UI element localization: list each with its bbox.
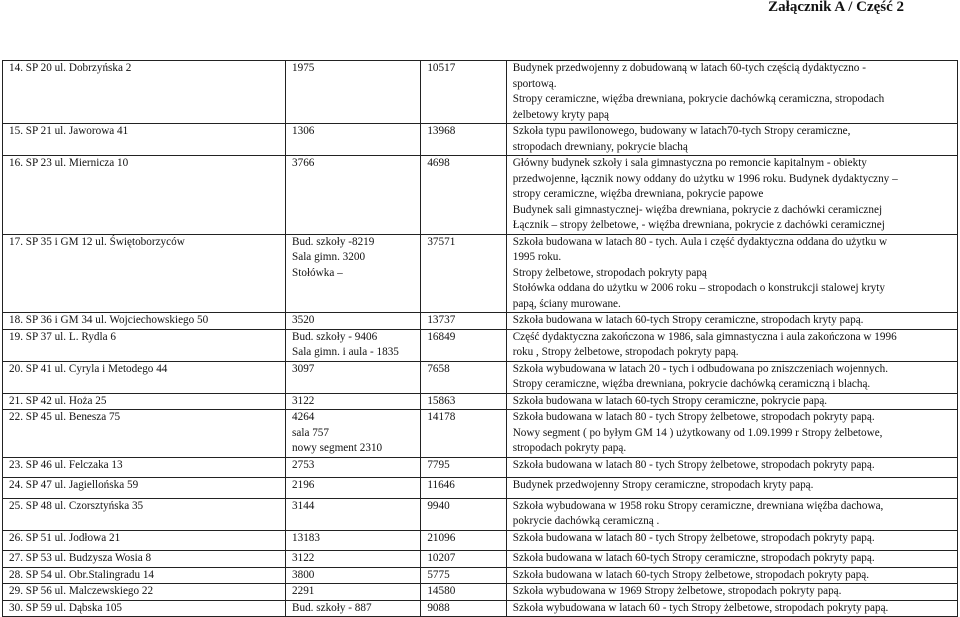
school-cell: 23. SP 46 ul. Felczaka 13	[3, 457, 286, 478]
area-cell: 2753	[286, 457, 421, 478]
school-cell: 17. SP 35 i GM 12 ul. Świętoborzyców	[3, 234, 286, 313]
school-cell: 24. SP 47 ul. Jagiellońska 59	[3, 478, 286, 499]
area-cell: 3766	[286, 156, 421, 235]
description-cell: Szkoła budowana w latach 60-tych Stropy ceramiczne, pokrycie papą.	[506, 393, 957, 410]
area-cell: 3800	[286, 567, 421, 584]
volume-cell: 15863	[421, 393, 506, 410]
table-row	[3, 410, 958, 458]
volume-cell: 13968	[421, 124, 506, 156]
description-cell: Szkoła budowana w latach 80 - tych Stropy żelbetowe, stropodach pokryty papą.	[506, 457, 957, 478]
volume-cell: 10517	[421, 61, 506, 124]
school-cell: 19. SP 37 ul. L. Rydla 6	[3, 329, 286, 361]
school-cell: 29. SP 56 ul. Malczewskiego 22	[3, 584, 286, 601]
page-title: Załącznik A / Część 2	[768, 0, 904, 15]
table-row	[3, 551, 958, 568]
table-row	[3, 457, 958, 478]
volume-cell: 13737	[421, 313, 506, 330]
volume-cell: 11646	[421, 478, 506, 499]
school-cell: 15. SP 21 ul. Jaworowa 41	[3, 124, 286, 156]
area-cell: Bud. szkoły - 9406 Sala gimn. i aula - 1835	[286, 329, 421, 361]
table-row	[3, 498, 958, 530]
table-row	[3, 234, 958, 313]
table-row	[3, 61, 958, 124]
volume-cell: 14580	[421, 584, 506, 601]
description-cell: Szkoła budowana w latach 80 - tych Stropy żelbetowe, stropodach pokryty papą.	[506, 530, 957, 551]
description-cell: Część dydaktyczna zakończona w 1986, sala gimnastyczna i aula zakończona w 1996 roku , Stropy żelbetowe, stropodach pokryty papą.	[506, 329, 957, 361]
area-cell: 3144	[286, 498, 421, 530]
school-cell: 14. SP 20 ul. Dobrzyńska 2	[3, 61, 286, 124]
volume-cell: 5775	[421, 567, 506, 584]
volume-cell: 37571	[421, 234, 506, 313]
school-cell: 25. SP 48 ul. Czorsztyńska 35	[3, 498, 286, 530]
volume-cell: 7658	[421, 361, 506, 393]
area-cell: Bud. szkoły -8219 Sala gimn. 3200 Stołówka –	[286, 234, 421, 313]
volume-cell: 16849	[421, 329, 506, 361]
description-cell: Szkoła typu pawilonowego, budowany w latach70-tych Stropy ceramiczne, stropodach drewniany, pokrycie blachą	[506, 124, 957, 156]
description-cell: Budynek przedwojenny z dobudowaną w latach 60-tych częścią dydaktyczno - sportową. Stropy ceramiczne, więźba drewniana, pokrycie dachówką ceramiczna, stropodach żelbetowy kryty papą	[506, 61, 957, 124]
schools-table	[2, 60, 958, 617]
school-cell: 20. SP 41 ul. Cyryla i Metodego 44	[3, 361, 286, 393]
school-cell: 16. SP 23 ul. Miernicza 10	[3, 156, 286, 235]
school-cell: 26. SP 51 ul. Jodłowa 21	[3, 530, 286, 551]
area-cell: 13183	[286, 530, 421, 551]
description-cell: Szkoła wybudowana w latach 20 - tych i odbudowana po zniszczeniach wojennych. Stropy ceramiczne, więźba drewniana, pokrycie dachówką ceramiczną i blachą.	[506, 361, 957, 393]
area-cell: 3122	[286, 551, 421, 568]
area-cell: 4264 sala 757 nowy segment 2310	[286, 410, 421, 458]
area-cell: 1306	[286, 124, 421, 156]
volume-cell: 9940	[421, 498, 506, 530]
description-cell: Szkoła budowana w latach 60-tych Stropy ceramiczne, stropodach kryty papą.	[506, 313, 957, 330]
description-cell: Budynek przedwojenny Stropy ceramiczne, stropodach kryty papą.	[506, 478, 957, 499]
school-cell: 22. SP 45 ul. Benesza 75	[3, 410, 286, 458]
area-cell: 3520	[286, 313, 421, 330]
description-cell: Szkoła wybudowana w latach 60 - tych Stropy żelbetowe, stropodach pokryty papą.	[506, 600, 957, 617]
school-cell: 27. SP 53 ul. Budzysza Wosia 8	[3, 551, 286, 568]
description-cell: Szkoła wybudowana w 1969 Stropy żelbetowe, stropodach pokryty papą.	[506, 584, 957, 601]
area-cell: 3097	[286, 361, 421, 393]
area-cell: 2291	[286, 584, 421, 601]
volume-cell: 7795	[421, 457, 506, 478]
volume-cell: 9088	[421, 600, 506, 617]
table-row	[3, 567, 958, 584]
table-row	[3, 329, 958, 361]
description-cell: Szkoła budowana w latach 80 - tych Stropy żelbetowe, stropodach pokryty papą. Nowy segment ( po byłym GM 14 ) użytkowany od 1.09.1999 r Stropy żelbetowe, stropodach pokryty papą.	[506, 410, 957, 458]
volume-cell: 10207	[421, 551, 506, 568]
description-cell: Szkoła budowana w latach 80 - tych. Aula i część dydaktyczna oddana do użytku w 1995 roku. Stropy żelbetowe, stropodach pokryty papą Stołówka oddana do użytku w 2006 roku – stropodach o konstrukcji stalowej kryty papą, ściany murowane.	[506, 234, 957, 313]
table-row	[3, 124, 958, 156]
table-row	[3, 361, 958, 393]
table-row	[3, 313, 958, 330]
description-cell: Szkoła wybudowana w 1958 roku Stropy ceramiczne, drewniana więźba dachowa, pokrycie dachówką ceramiczną .	[506, 498, 957, 530]
table-row	[3, 600, 958, 617]
table-row	[3, 156, 958, 235]
table-row	[3, 393, 958, 410]
description-cell: Szkoła budowana w latach 60-tych Stropy żelbetowe, stropodach pokryty papą.	[506, 567, 957, 584]
table-row	[3, 530, 958, 551]
volume-cell: 4698	[421, 156, 506, 235]
area-cell: 1975	[286, 61, 421, 124]
description-cell: Szkoła budowana w latach 60-tych Stropy ceramiczne, stropodach pokryty papą.	[506, 551, 957, 568]
school-cell: 28. SP 54 ul. Obr.Stalingradu 14	[3, 567, 286, 584]
description-cell: Główny budynek szkoły i sala gimnastyczna po remoncie kapitalnym - obiekty przedwojenne, łącznik nowy oddany do użytku w 1996 roku. Budynek dydaktyczny – stropy ceramiczne, więźba drewniana, pokrycie papowe Budynek sali gimnastycznej- więźba drewniana, pokrycie z dachówki ceramicznej Łącznik – stropy żelbetowe, - więźba drewniana, pokrycie z dachówki ceramicznej	[506, 156, 957, 235]
table-row	[3, 478, 958, 499]
area-cell: 3122	[286, 393, 421, 410]
volume-cell: 21096	[421, 530, 506, 551]
table-row	[3, 584, 958, 601]
school-cell: 18. SP 36 i GM 34 ul. Wojciechowskiego 50	[3, 313, 286, 330]
school-cell: 21. SP 42 ul. Hoża 25	[3, 393, 286, 410]
area-cell: 2196	[286, 478, 421, 499]
area-cell: Bud. szkoły - 887	[286, 600, 421, 617]
volume-cell: 14178	[421, 410, 506, 458]
school-cell: 30. SP 59 ul. Dąbska 105	[3, 600, 286, 617]
